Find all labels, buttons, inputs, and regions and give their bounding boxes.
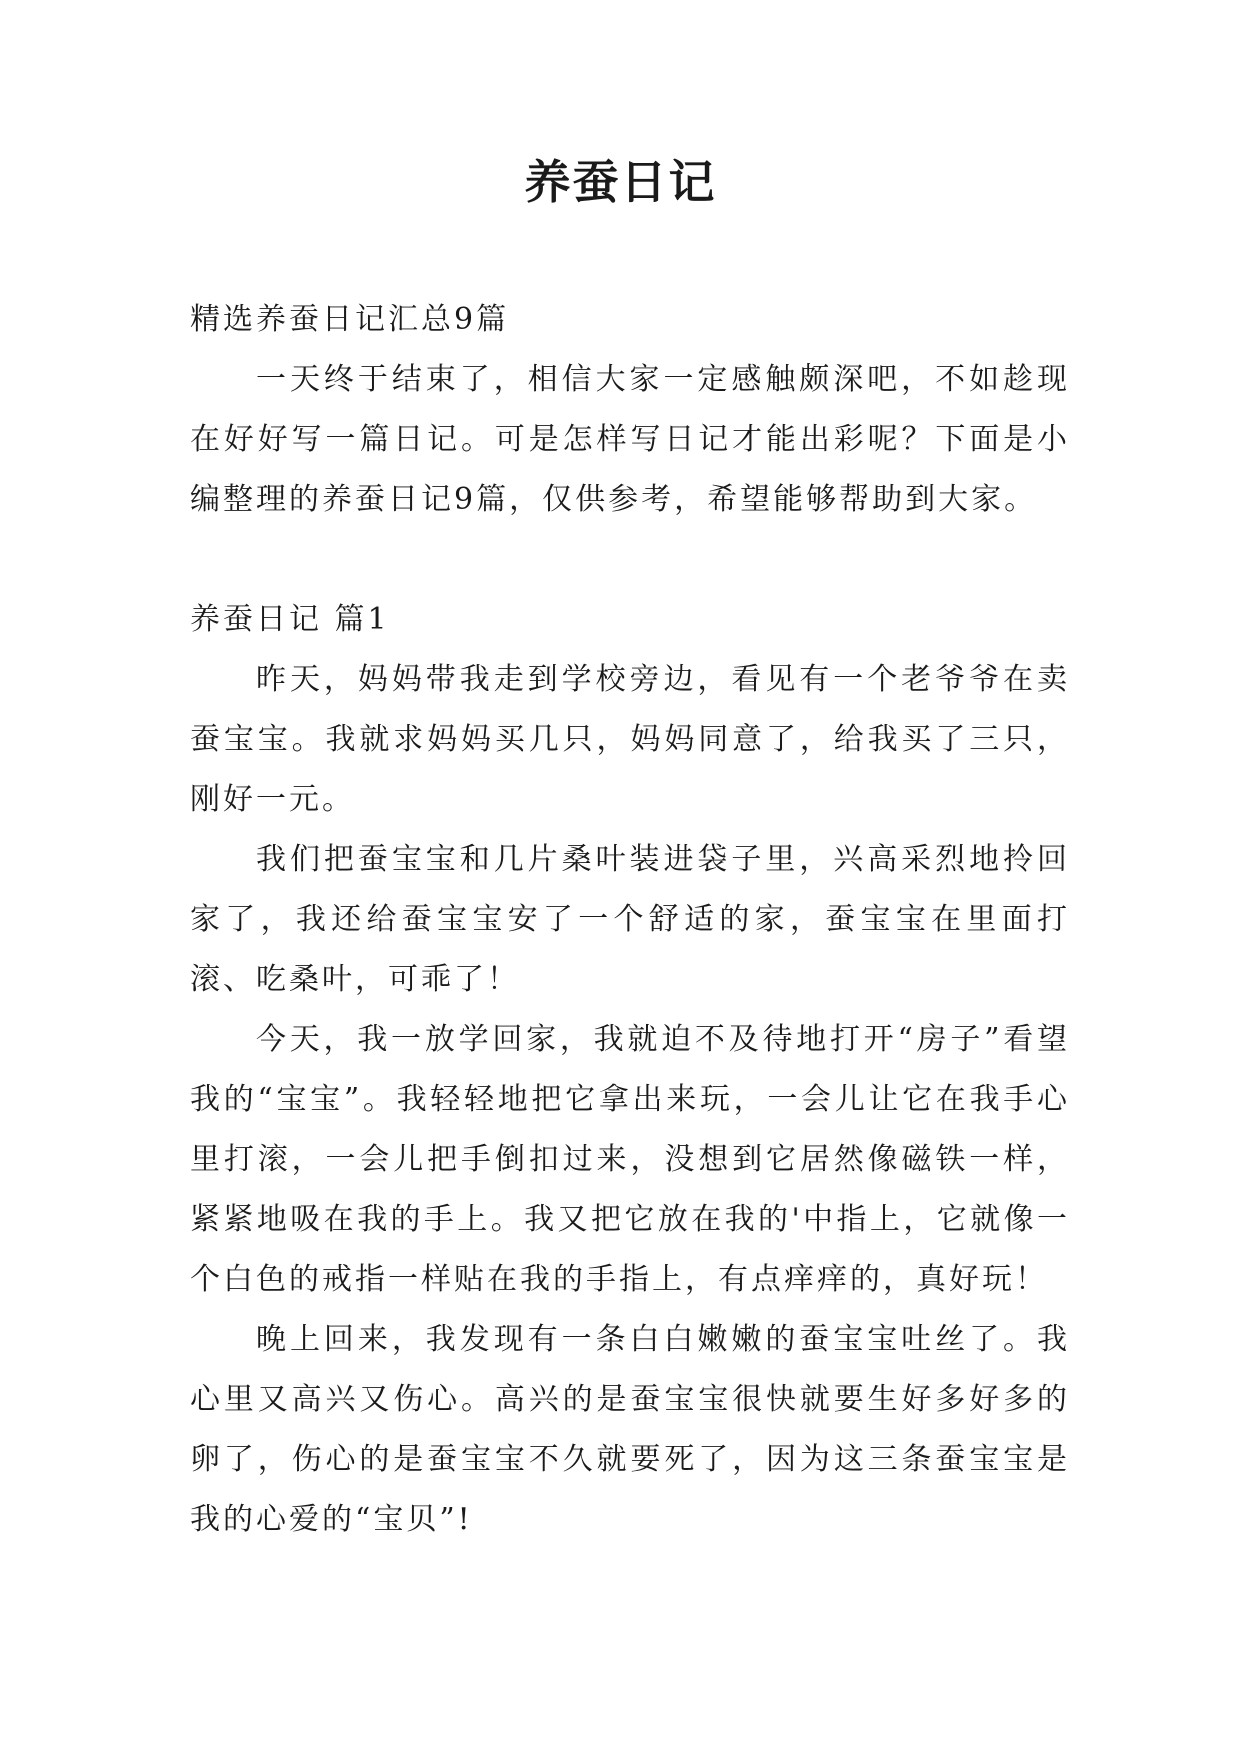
section1-paragraph-1: 昨天，妈妈带我走到学校旁边，看见有一个老爷爷在卖蚕宝宝。我就求妈妈买几只，妈妈同意了，给我买了三只，刚好一元。 [190,662,1070,817]
intro-paragraph: 一天终于结束了，相信大家一定感触颇深吧，不如趁现在好好写一篇日记。可是怎样写日记才能出彩呢？下面是小编整理的养蚕日记9篇，仅供参考，希望能够帮助到大家。 [190,362,1070,517]
document-body [190,290,1070,1550]
section1-paragraph-2: 我们把蚕宝宝和几片桑叶装进袋子里，兴高采烈地拎回家了，我还给蚕宝宝安了一个舒适的家，蚕宝宝在里面打滚、吃桑叶，可乖了！ [190,842,1070,997]
section1-heading: 养蚕日记 篇1 [190,602,390,637]
document-title: 养蚕日记 [524,155,717,209]
section-spacer [190,530,1070,590]
section1-paragraph-4: 晚上回来，我发现有一条白白嫩嫩的蚕宝宝吐丝了。我心里又高兴又伤心。高兴的是蚕宝宝很快就要生好多好多的卵了，伤心的是蚕宝宝不久就要死了，因为这三条蚕宝宝是我的心爱的“宝贝”! [190,1322,1070,1537]
intro-heading: 精选养蚕日记汇总9篇 [190,302,510,337]
section1-paragraph-3: 今天，我一放学回家，我就迫不及待地打开“房子”看望我的“宝宝”。我轻轻地把它拿出来玩，一会儿让它在我手心里打滚，一会儿把手倒扣过来，没想到它居然像磁铁一样，紧紧地吸在我的手上。我又把它放在我的'中指上，它就像一个白色的戒指一样贴在我的手指上，有点痒痒的，真好玩！ [190,1022,1070,1297]
